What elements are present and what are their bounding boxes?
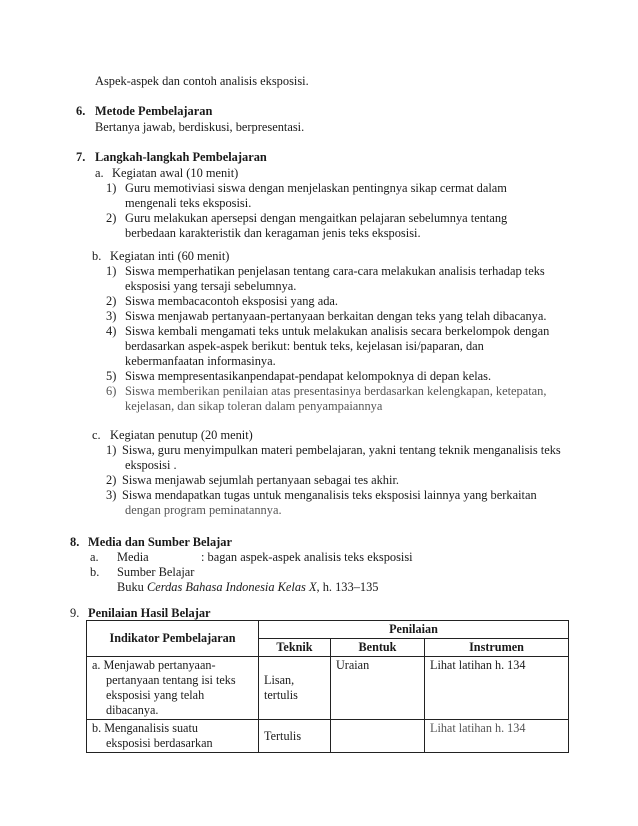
teknik-cell (259, 720, 331, 753)
section-9-title: Penilaian Hasil Belajar (88, 606, 211, 620)
media-key: Media (117, 550, 149, 564)
bentuk-cell (331, 720, 425, 753)
activity-b-item-6-line-1: Siswa memberikan penilaian atas presentasinya berdasarkan kelengkapan, ketepatan, (125, 384, 547, 398)
table-row (87, 720, 569, 753)
activity-b-item-2-number: 2) (106, 294, 117, 308)
activity-c-item-1-line-1: Siswa, guru menyimpulkan materi pembelajaran, yakni tentang teknik menganalisis teks (122, 443, 561, 457)
activity-c-item-1-line-2: eksposisi . (125, 458, 177, 472)
activity-b-item-4-line-3: kebermanfaatan informasinya. (125, 354, 276, 368)
activity-c-title: Kegiatan penutup (20 menit) (110, 428, 253, 442)
book-reference (117, 580, 378, 595)
teknik-line: Lisan, (264, 673, 295, 687)
activity-b-item-5-number: 5) (106, 369, 117, 383)
activity-c-label: c. (92, 428, 101, 442)
section-8-number: 8. (70, 535, 80, 549)
activity-b-item-4-number: 4) (106, 324, 117, 338)
section-6-number: 6. (76, 104, 86, 118)
table-header-row (87, 621, 569, 639)
activity-c-item-3-number: 3) (106, 488, 117, 502)
activity-a-label: a. (95, 166, 104, 180)
header-instrumen: Instrumen (425, 639, 569, 657)
indikator-cell (87, 720, 259, 753)
activity-b-item-5-line-1: Siswa mempresentasikanpendapat-pendapat kelompoknya di depan kelas. (125, 369, 492, 383)
section-6-title: Metode Pembelajaran (95, 104, 213, 118)
activity-b-item-1-line-1: Siswa memperhatikan penjelasan tentang cara-cara melakukan analisis terhadap teks (125, 264, 545, 278)
media-value: : bagan aspek-aspek analisis teks eksposisi (201, 550, 413, 564)
activity-b-item-2-line-1: Siswa membacacontoh eksposisi yang ada. (125, 294, 339, 308)
section-8-title: Media dan Sumber Belajar (88, 535, 232, 549)
activity-c-item-2-number: 2) (106, 473, 117, 487)
header-indikator: Indikator Pembelajaran (87, 621, 259, 657)
indikator-line: dibacanya. (106, 703, 159, 717)
book-title: Cerdas Bahasa Indonesia Kelas X (146, 580, 317, 594)
indikator-line: pertanyaan tentang isi teks (106, 673, 236, 687)
book-prefix: Buku (117, 580, 147, 594)
activity-a-item-1-number: 1) (106, 181, 117, 195)
indikator-cell (87, 657, 259, 720)
activity-b-item-3-number: 3) (106, 309, 117, 323)
bentuk-cell: Uraian (331, 657, 425, 720)
activity-a-item-1-line-2: mengenali teks eksposisi. (125, 196, 252, 210)
teknik-line: tertulis (264, 688, 298, 702)
activity-b-item-6-number: 6) (106, 384, 117, 398)
indikator-line: eksposisi yang telah (106, 688, 205, 702)
activity-b-item-1-line-2: eksposisi yang tersaji sebelumnya. (125, 279, 297, 293)
section-6-body: Bertanya jawab, berdiskusi, berpresentasi. (95, 120, 305, 134)
source-label: b. (90, 565, 100, 579)
activity-b-item-4-line-2: berdasarkan aspek-aspek berikut: bentuk teks, kejelasan isi/paparan, dan (125, 339, 484, 353)
teknik-line: Tertulis (264, 728, 302, 743)
section-7-number: 7. (76, 150, 86, 164)
activity-c-item-3-line-2: dengan program peminatannya. (125, 503, 282, 517)
activity-b-item-1-number: 1) (106, 264, 117, 278)
indikator-line: a. Menjawab pertanyaan- (92, 658, 216, 672)
indikator-line: b. Menganalisis suatu (92, 721, 198, 735)
instrumen-cell: Lihat latihan h. 134 (425, 720, 569, 753)
teknik-cell (259, 657, 331, 720)
source-key: Sumber Belajar (117, 565, 195, 579)
header-bentuk: Bentuk (331, 639, 425, 657)
activity-a-title: Kegiatan awal (10 menit) (112, 166, 239, 180)
activity-b-item-3-line-1: Siswa menjawab pertanyaan-pertanyaan berkaitan dengan teks yang telah dibacanya. (125, 309, 547, 323)
activity-b-label: b. (92, 249, 102, 263)
continuation-line: Aspek-aspek dan contoh analisis eksposisi. (95, 74, 309, 88)
table-row (87, 657, 569, 720)
activity-a-item-2-number: 2) (106, 211, 117, 225)
activity-a-item-2-line-2: berbedaan karakteristik dan keragaman jenis teks eksposisi. (125, 226, 421, 240)
activity-c-item-3-line-1: Siswa mendapatkan tugas untuk menganalisis teks eksposisi lainnya yang berkaitan (122, 488, 537, 502)
header-teknik: Teknik (259, 639, 331, 657)
activity-c-item-2-line-1: Siswa menjawab sejumlah pertanyaan sebagai tes akhir. (122, 473, 399, 487)
header-penilaian: Penilaian (259, 621, 569, 639)
section-7-title: Langkah-langkah Pembelajaran (95, 150, 267, 164)
assessment-table (86, 620, 569, 753)
activity-b-title: Kegiatan inti (60 menit) (110, 249, 230, 263)
media-label: a. (90, 550, 99, 564)
activity-a-item-1-line-1: Guru memotiviasi siswa dengan menjelaskan pentingnya sikap cermat dalam (125, 181, 507, 195)
indikator-line: eksposisi berdasarkan (106, 736, 213, 750)
activity-c-item-1-number: 1) (106, 443, 117, 457)
section-9-number: 9. (70, 606, 80, 620)
activity-b-item-4-line-1: Siswa kembali mengamati teks untuk melakukan analisis secara berkelompok dengan (125, 324, 550, 338)
instrumen-cell: Lihat latihan h. 134 (425, 657, 569, 720)
activity-a-item-2-line-1: Guru melakukan apersepsi dengan mengaitkan pelajaran sebelumnya tentang (125, 211, 508, 225)
book-pages: , h. 133–135 (316, 580, 379, 594)
activity-b-item-6-line-2: kejelasan, dan sikap toleran dalam penyampaiannya (125, 399, 383, 413)
